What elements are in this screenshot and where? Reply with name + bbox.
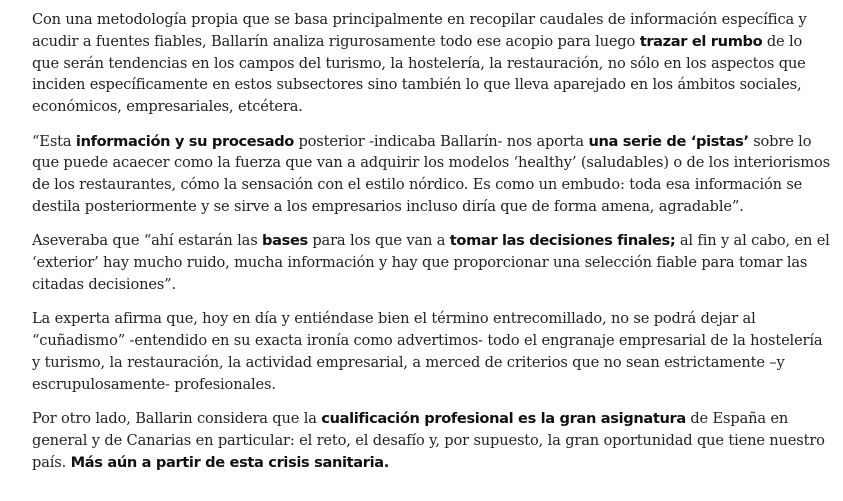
text-span: Por otro lado, Ballarin considera que la bbox=[32, 410, 322, 428]
text-span: Aseveraba que “ahí estarán las bbox=[32, 232, 263, 250]
bold-text: información y su procesado bbox=[75, 132, 294, 150]
article-body bbox=[32, 9, 830, 486]
text-span: al fin y al cabo, en el ‘exterior’ hay mucho ruido, mucha información y hay que proporcionar una selección fiable para tomar las citadas decisiones”. bbox=[32, 232, 830, 293]
text-span: posterior -indicaba Ballarín- nos aporta bbox=[293, 132, 589, 150]
paragraph-professional-qualification bbox=[32, 408, 830, 473]
paragraph-information-processing bbox=[32, 131, 830, 218]
text-span: para los que van a bbox=[307, 232, 450, 250]
bold-text: bases bbox=[262, 232, 308, 250]
bold-text: tomar las decisiones finales; bbox=[449, 232, 676, 250]
bold-text: Más aún a partir de esta crisis sanitaria. bbox=[70, 453, 389, 471]
paragraph-cunadismo bbox=[32, 308, 830, 395]
text-span: Con una metodología propia que se basa principalmente en recopilar caudales de información específica y acudir a fuentes fiables, Ballarín analiza rigurosamente todo ese acopio para luego bbox=[32, 11, 807, 50]
bold-text: cualificación profesional es la gran asignatura bbox=[321, 410, 686, 428]
paragraph-methodology bbox=[32, 9, 830, 118]
text-span: de lo que serán tendencias en los campos del turismo, la hostelería, la restauración, no sólo en los aspectos que inciden específicamente en estos subsectores sino también lo que lleva aparejado en los ámbitos sociales, económicos, empresariales, etcétera. bbox=[32, 32, 806, 116]
bold-text: trazar el rumbo bbox=[639, 32, 763, 50]
text-span: de España en general y de Canarias en particular: el reto, el desafío y, por supuesto, la gran oportunidad que tiene nuestro país. bbox=[32, 410, 825, 471]
text-span: “Esta bbox=[32, 132, 76, 150]
text-span: La experta afirma que, hoy en día y entiéndase bien el término entrecomillado, no se podrá dejar al “cuñadismo” -entendido en su exacta ironía como advertimos- todo el engranaje empresarial de la hostelería y turismo, la restauración, la actividad empresarial, a merced de criterios que no sean estrictamente –y escrupulosamente- profesionales. bbox=[32, 310, 823, 393]
bold-text: una serie de ‘pistas’ bbox=[588, 132, 749, 150]
paragraph-decisions bbox=[32, 230, 830, 295]
text-span: sobre lo que puede acaecer como la fuerza que van a adquirir los modelos ‘healthy’ (saludables) o de los interiorismos de los restaurantes, cómo la sensación con el estilo nórdico. Es como un embudo: toda esa información se destila posteriormente y se sirve a los empresarios incluso diría que de forma amena, agradable”. bbox=[32, 132, 830, 215]
